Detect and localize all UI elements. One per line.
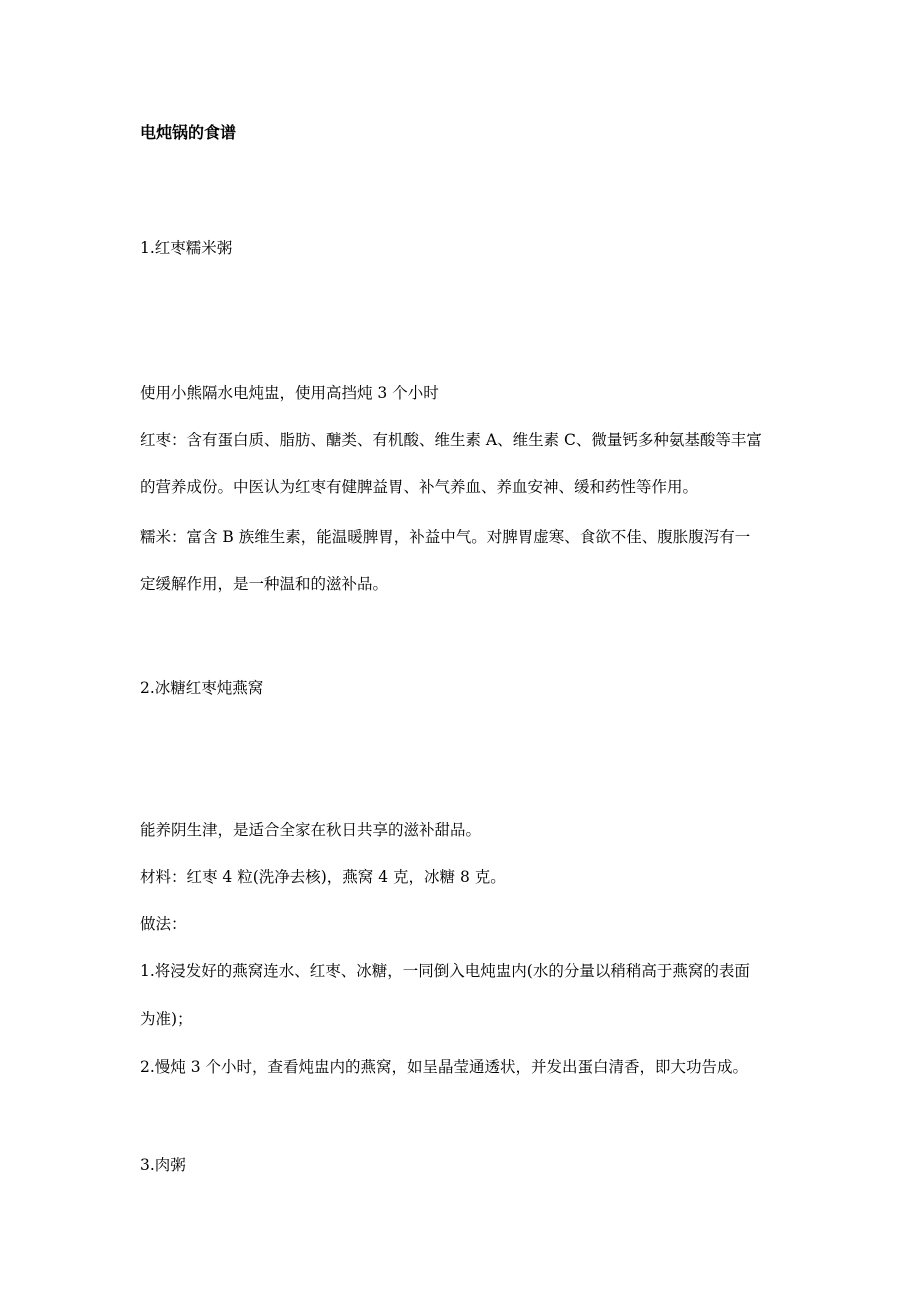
paragraph-line: 定缓解作用，是一种温和的滋补品。 xyxy=(140,575,389,593)
paragraph-line: 材料：红枣 4 粒(洗净去核)，燕窝 4 克，冰糖 8 克。 xyxy=(140,868,506,886)
paragraph-line: 使用小熊隔水电炖盅，使用高挡炖 3 个小时 xyxy=(140,384,439,402)
paragraph-line: 做法： xyxy=(140,915,187,933)
document-title: 电炖锅的食谱 xyxy=(140,123,237,142)
paragraph-line: 的营养成份。中医认为红枣有健脾益胃、补气养血、养血安神、缓和药性等作用。 xyxy=(140,478,699,496)
paragraph-line: 2.慢炖 3 个小时，查看炖盅内的燕窝，如呈晶莹通透状，并发出蛋白清香，即大功告成。 xyxy=(140,1058,749,1076)
section-heading: 3.肉粥 xyxy=(140,1156,186,1174)
section-heading: 1.红枣糯米粥 xyxy=(140,239,233,257)
paragraph-line: 能养阴生津，是适合全家在秋日共享的滋补甜品。 xyxy=(140,821,482,839)
paragraph-line: 1.将浸发好的燕窝连水、红枣、冰糖，一同倒入电炖盅内(水的分量以稍稍高于燕窝的表面 xyxy=(140,962,750,980)
paragraph-line: 红枣：含有蛋白质、脂肪、醣类、有机酸、维生素 A、维生素 C、微量钙多种氨基酸等丰富 xyxy=(140,431,762,449)
paragraph-line: 糯米：富含 B 族维生素，能温暖脾胃，补益中气。对脾胃虚寒、食欲不佳、腹胀腹泻有一 xyxy=(140,528,751,546)
paragraph-line: 为准)； xyxy=(140,1010,193,1028)
section-heading: 2.冰糖红枣炖燕窝 xyxy=(140,679,264,697)
